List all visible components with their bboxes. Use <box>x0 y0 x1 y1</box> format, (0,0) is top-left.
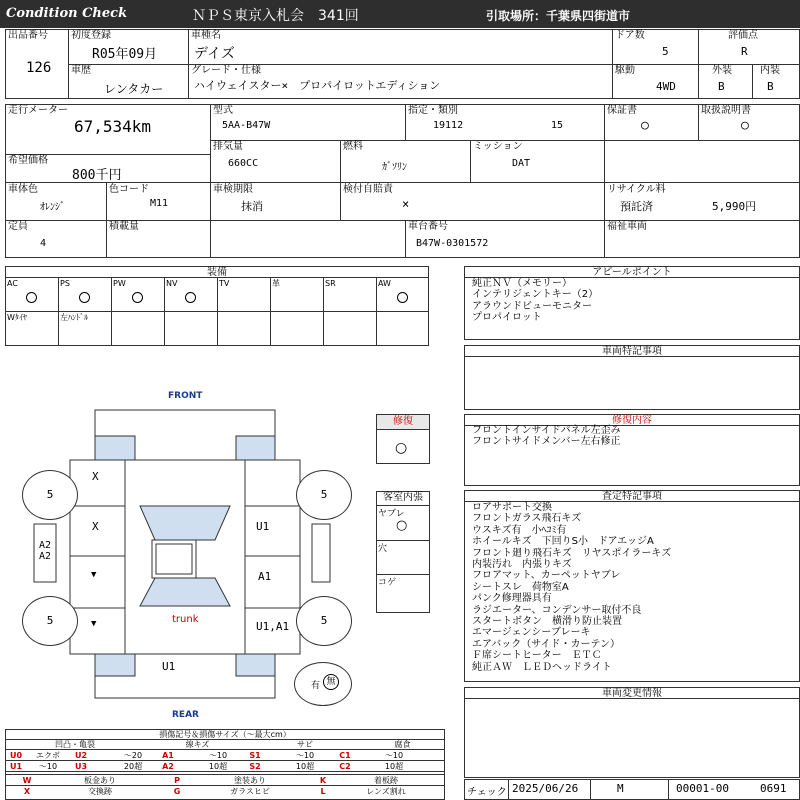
legend-desc: 板金あり <box>84 776 116 785</box>
legend-size: 20超 <box>123 762 143 771</box>
inspection-note-line: フロアマット、カーペットヤブレ <box>472 570 621 582</box>
appeal-line: 純正ＮＶ（メモリー） <box>472 278 572 289</box>
legend-size: 10超 <box>295 762 315 771</box>
designation-label: 指定・類別 <box>408 105 458 116</box>
fuel: ｶﾞｿﾘﾝ <box>382 162 407 173</box>
rear-right-quarter-mark: U1,A1 <box>256 620 290 633</box>
checker: M <box>617 782 624 795</box>
legend-desc: ガラスヒビ <box>230 787 270 796</box>
pickup-location: 引取場所：千葉県四街道市 <box>486 9 631 23</box>
trim-label: グレード・仕様 <box>191 65 261 76</box>
grade-label: 評価点 <box>728 30 758 41</box>
exterior-grade: B <box>718 80 725 93</box>
tire-front-right: 5 <box>296 470 352 520</box>
legend-title: 損傷記号＆損傷サイズ（～最大cm） <box>159 730 291 739</box>
inspection-note-line: ウスキズ有 小ﾍｺﾐ有 <box>472 524 567 536</box>
legend-code: C2 <box>339 762 351 771</box>
equipment-label-row2-1: 左ﾊﾝﾄﾞﾙ <box>60 313 88 322</box>
doors-label: ドア数 <box>615 30 645 41</box>
header-title: Condition Check <box>6 6 128 21</box>
repair-detail-line: フロントインサイドパネル左歪み <box>472 425 621 436</box>
equipment-label-aw: AW <box>378 279 391 288</box>
repair-title: 修復 <box>377 415 429 429</box>
inspection-notes-title: 査定特記事項 <box>602 491 662 502</box>
inspection-note-line: ロアサポート交換 <box>472 502 552 513</box>
auction-name: ＮＰＳ東京入札会 341回 <box>192 8 359 24</box>
color-code: M11 <box>150 198 169 209</box>
price-label: 希望価格 <box>8 155 48 166</box>
legend-group-dent: 凹凸・亀裂 <box>55 740 95 749</box>
rear-left-door-mark: ▼ <box>91 570 97 580</box>
legend-size: 10超 <box>384 762 404 771</box>
front-left-door-mark: X <box>92 520 99 533</box>
interior-label: 内装 <box>760 65 780 76</box>
interior-tear-mark: ○ <box>396 518 408 533</box>
legend-size: ～10 <box>38 762 58 771</box>
load-label: 積載量 <box>109 221 139 232</box>
chassis-label: 車台番号 <box>408 221 448 232</box>
inspection-label: 車検期限 <box>213 184 253 195</box>
mileage-label: 走行メーター <box>8 105 68 116</box>
legend-code: X <box>23 787 31 796</box>
check-date: 2025/06/26 <box>512 782 579 795</box>
mission-label: ミッション <box>473 141 523 152</box>
trunk-label: trunk <box>172 614 199 625</box>
equipment-label-row2-0: Wﾀｲﾔ <box>7 313 27 322</box>
legend-group-rust: サビ <box>297 740 313 749</box>
category: 15 <box>551 120 564 131</box>
legend-group-scratch: 線キズ <box>185 740 210 749</box>
capacity: 4 <box>40 238 47 249</box>
designation: 19112 <box>433 120 464 131</box>
legend-code: P <box>174 776 180 785</box>
legend-size: エクボ <box>36 751 60 760</box>
inspection-note-line: エマージェンシーブレーキ <box>472 627 591 639</box>
front-right-door-mark: U1 <box>256 520 270 533</box>
inspection-note-line: ホイールキズ 下回りS小 ドアエッジA <box>472 536 654 548</box>
color: ｵﾚﾝｼﾞ <box>40 202 65 213</box>
appeal-line: アラウンドビューモニター <box>472 300 592 312</box>
legend-code: A2 <box>162 762 174 771</box>
first-reg-label: 初度登録 <box>71 30 111 41</box>
capacity-label: 定員 <box>8 221 28 232</box>
inspection-note-line: エアバック（サイド・カーテン） <box>472 638 620 650</box>
appeal-line: インテリジェントキー（2） <box>472 289 599 301</box>
legend-code: U2 <box>74 751 88 760</box>
color-code-label: 色コード <box>109 184 149 195</box>
equipment-label-革: 革 <box>272 279 280 288</box>
doc-code-2: 0691 <box>760 782 787 795</box>
exterior-label: 外装 <box>712 65 732 76</box>
liability-label: 検付自賠責 <box>343 184 393 195</box>
lot-number: 126 <box>26 60 52 76</box>
inspection-note-line: 内装汚れ 内張りキズ <box>472 559 572 570</box>
legend-size: ～10 <box>384 751 404 760</box>
legend-group-corrosion: 腐食 <box>394 740 411 749</box>
legend-desc: レンズ割れ <box>366 787 406 796</box>
grade: R <box>741 45 748 58</box>
interior-burn-label: コゲ <box>378 578 397 588</box>
inspection-note-line: Ｆ席シートヒーター ＥＴＣ <box>472 650 602 662</box>
first-reg: R05年09月 <box>92 47 158 62</box>
equipment-label-pw: PW <box>113 279 126 288</box>
color-label: 車体色 <box>8 184 38 195</box>
legend-size: ～10 <box>208 751 228 760</box>
manual: ○ <box>741 118 749 133</box>
inspection-note-line: シートスレ 荷物室A <box>472 581 569 593</box>
model-code-label: 型式 <box>213 105 233 116</box>
interior-hole-label: 穴 <box>378 544 388 554</box>
legend-code: A1 <box>162 751 174 760</box>
recycle-label: リサイクル料 <box>607 184 666 195</box>
legend-size: 10超 <box>208 762 228 771</box>
drive: 4WD <box>656 80 676 93</box>
side-left-mark: A2 A2 <box>39 540 52 562</box>
doors: 5 <box>662 45 669 58</box>
welfare-label: 福祉車両 <box>607 221 647 232</box>
model-name: デイズ <box>194 46 235 62</box>
legend-code: K <box>319 776 327 785</box>
change-info-title: 車両変更情報 <box>602 688 662 699</box>
displacement-label: 排気量 <box>213 141 243 152</box>
appeal-line: プロパイロット <box>472 312 542 324</box>
history-label: 車歴 <box>71 65 91 76</box>
interior-grade: B <box>767 80 774 93</box>
spare-label: 有 <box>311 681 321 691</box>
repair-mark: ○ <box>395 440 408 456</box>
legend-code: W <box>22 776 32 785</box>
change-info-box <box>464 687 800 778</box>
liability: × <box>402 197 410 211</box>
legend-code: L <box>320 787 326 796</box>
equipment-label-sr: SR <box>325 279 336 288</box>
recycle-fee: 5,990円 <box>712 200 757 213</box>
warranty: ○ <box>641 118 649 133</box>
mileage: 67,534km <box>74 117 152 136</box>
rear-left-quarter-mark: ▼ <box>91 619 97 629</box>
warranty-label: 保証書 <box>607 105 637 116</box>
fuel-label: 燃料 <box>343 141 363 152</box>
interior-tear-label: ヤブレ <box>378 509 405 519</box>
recycle-status: 預託済 <box>620 200 653 213</box>
inspection-note-line: フロントガラス飛石キズ <box>472 513 582 525</box>
legend-desc: 塗装あり <box>234 776 266 785</box>
legend-desc: 交換跡 <box>88 787 112 796</box>
legend-code: C1 <box>339 751 351 760</box>
equipment-label-ps: PS <box>60 279 70 288</box>
legend-desc: 着板跡 <box>374 776 398 785</box>
rear-label: REAR <box>172 710 199 720</box>
legend-size: ～10 <box>295 751 315 760</box>
equipment-label-tv: TV <box>219 279 230 288</box>
front-left-fender-mark: X <box>92 470 99 483</box>
repair-detail-line: フロントサイドメンバー左右修正 <box>472 436 621 448</box>
rear-bumper-mark: U1 <box>162 660 176 673</box>
repair-detail-title: 修復内容 <box>612 415 652 426</box>
legend-size: ～20 <box>123 751 143 760</box>
special-notes-title: 車両特記事項 <box>602 346 662 357</box>
manual-label: 取扱説明書 <box>701 105 751 116</box>
model-code: 5AA-B47W <box>222 120 271 131</box>
lot-label: 出品番号 <box>8 30 48 41</box>
rear-right-door-mark: A1 <box>258 570 272 583</box>
spare-mark: 無 <box>323 674 339 690</box>
legend-code: U1 <box>9 762 23 771</box>
equipment-label-nv: NV <box>166 279 178 288</box>
tire-front-left: 5 <box>22 470 78 520</box>
tire-rear-left: 5 <box>22 596 78 646</box>
equipment-label-ac: AC <box>7 279 18 288</box>
legend-code: G <box>173 787 181 796</box>
chassis-number: B47W-0301572 <box>416 238 489 249</box>
legend-code: U3 <box>74 762 88 771</box>
drive-label: 駆動 <box>615 65 635 76</box>
appeal-title: アピールポイント <box>592 267 672 278</box>
trim: ハイウェイスター× プロパイロットエディション <box>194 79 441 92</box>
interior-title: 客室内張 <box>383 492 423 503</box>
inspection-note-line: パンク修理器具有 <box>472 593 552 605</box>
inspection-note-line: 純正ＡＷ ＬＥＤヘッドライト <box>472 661 612 673</box>
equipment-title: 装備 <box>207 267 227 278</box>
inspection-note-line: ラジエーター、コンデンサー取付不良 <box>472 604 642 616</box>
front-label: FRONT <box>168 391 203 401</box>
inspection-note-line: スタートボタン 横滑り防止装置 <box>472 616 622 627</box>
inspection-note-line: フロント廻り飛石キズ リヤスポイラーキズ <box>472 547 672 559</box>
inspection: 抹消 <box>241 200 263 213</box>
legend-code: S1 <box>249 751 261 760</box>
mission: DAT <box>512 158 531 169</box>
tire-rear-right: 5 <box>296 596 352 646</box>
price: 800千円 <box>72 168 122 183</box>
displacement: 660CC <box>228 158 259 169</box>
doc-code: 00001-00 <box>676 782 729 795</box>
legend-code: U0 <box>9 751 23 760</box>
model-name-label: 車種名 <box>191 30 221 41</box>
legend-code: S2 <box>249 762 261 771</box>
history: レンタカー <box>104 82 164 96</box>
check-label: チェック <box>467 787 507 798</box>
